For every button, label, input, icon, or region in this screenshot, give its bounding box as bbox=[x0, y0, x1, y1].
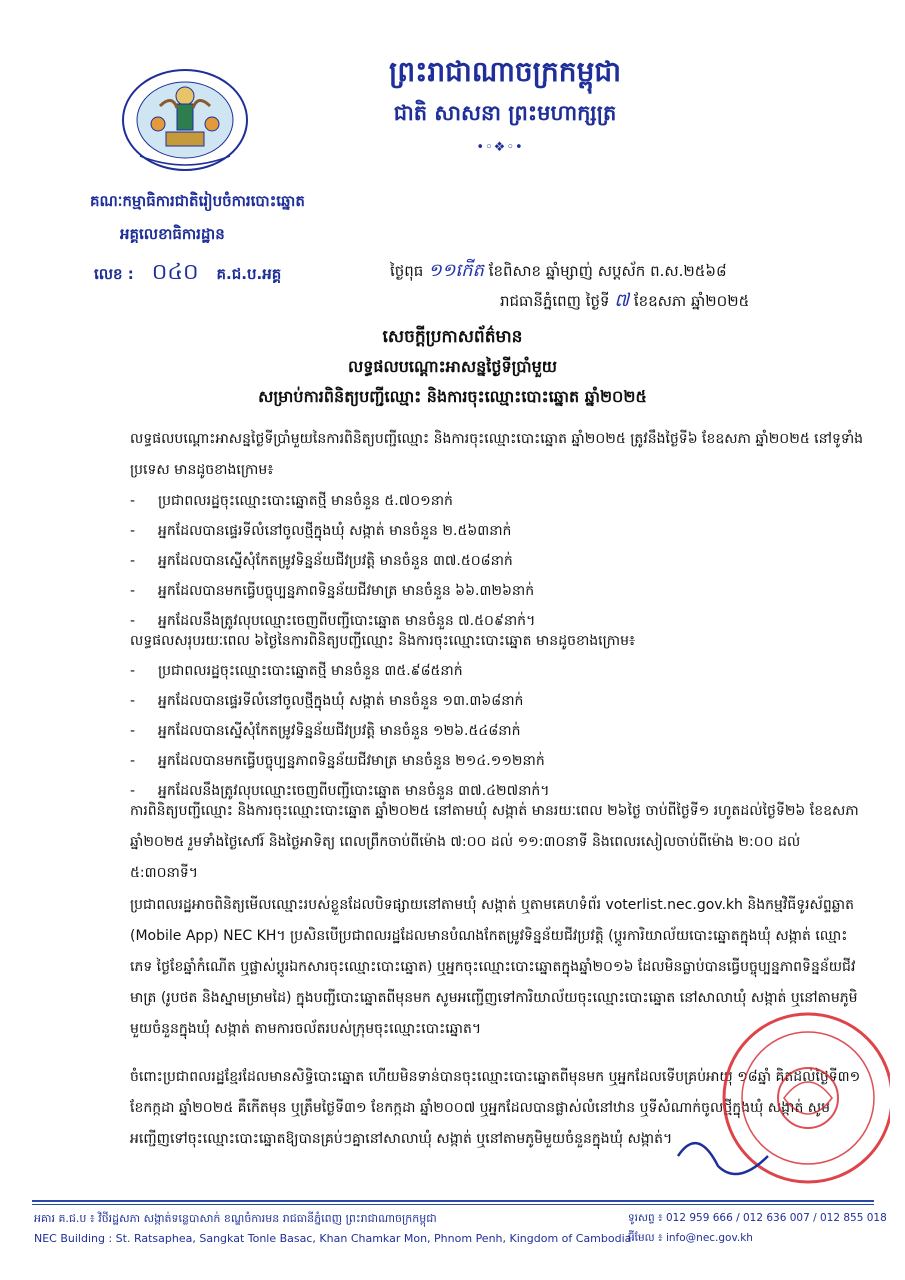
footer-email bbox=[628, 1232, 888, 1247]
list-item: - អ្នកដែលបានស្នើសុំកែតម្រូវទិន្នន័យជីវប្រវត្តិ មានចំនួន ១២៦.៥៤៨នាក់ bbox=[130, 723, 521, 739]
reference-number: ០៤០ bbox=[151, 260, 199, 285]
list-item: - ប្រជាពលរដ្ឋចុះឈ្មោះបោះឆ្នោតថ្មី មានចំនួន ៣៥.៩៨៥នាក់ bbox=[130, 663, 463, 679]
document-title: សេចក្តីប្រកាសព័ត៌មាន bbox=[382, 327, 523, 347]
phone-numbers: 012 959 666 / 012 636 007 / 012 855 018 bbox=[665, 1212, 887, 1224]
reference-code: គ.ជ.ប.អគ្គ bbox=[216, 265, 282, 283]
footer-divider bbox=[32, 1200, 874, 1202]
document-subtitle-1: លទ្ធផលបណ្តោះអាសន្នថ្ងៃទីប្រាំមួយ bbox=[347, 357, 558, 376]
lunar-date-prefix: ថ្ងៃពុធ bbox=[390, 262, 424, 280]
department-name: អគ្គលេខាធិការដ្ឋាន bbox=[120, 225, 225, 243]
lunar-date-rest: ខែពិសាខ ឆ្នាំម្សាញ់ សប្តស័ក ព.ស.២៥៦៨ bbox=[488, 262, 727, 280]
list-item: - អ្នកដែលបានមកធ្វើបច្ចុប្បន្នភាពទិន្នន័យជីវមាត្រ មានចំនួន ៦៦.៣២៦នាក់ bbox=[130, 583, 535, 599]
list-item: - ប្រជាពលរដ្ឋចុះឈ្មោះបោះឆ្នោតថ្មី មានចំនួន ៥.៧០១នាក់ bbox=[130, 493, 453, 509]
lunar-date-day: ១១កើត bbox=[428, 260, 484, 281]
footer-address-kh: អគារ គ.ជ.ប ៖ វិថីរដ្ឋសភា សង្កាត់ទន្លេបាសាក់ ខណ្ឌចំការមន រាជធានីភ្នំពេញ ព្រះរាជាណាចក្រកម្ពុជា bbox=[34, 1212, 437, 1225]
place-date-rest: ខែឧសភា ឆ្នាំ២០២៥ bbox=[633, 292, 750, 310]
document-subtitle-2: សម្រាប់ការពិនិត្យបញ្ជីឈ្មោះ និងការចុះឈ្មោះបោះឆ្នោត ឆ្នាំ២០២៥ bbox=[258, 387, 647, 406]
intro-paragraph-2: លទ្ធផលសរុបរយៈពេល ៦ថ្ងៃនៃការពិនិត្យបញ្ជីឈ្មោះ និងការចុះឈ្មោះបោះឆ្នោត មានដូចខាងក្រោម៖ bbox=[130, 633, 636, 649]
instructions-paragraph: ប្រជាពលរដ្ឋអាចពិនិត្យមើលឈ្មោះរបស់ខ្លួនដែលបិទផ្សាយនៅតាមឃុំ សង្កាត់ ឬតាមគេហទំព័រ voterlist.nec.gov.kh និងកម្មវិធីទូរស័ព្ទឆ្លាត (Mobile App) NEC KH។ ប្រសិនបើប្រជាពលរដ្ឋដែលមានបំណងកែតម្រូវទិន្នន័យជីវប្រវត្តិ (ប្តូរការិយាល័យបោះឆ្នោតក្នុងឃុំ សង្កាត់ ឈ្មោះ ភេទ ថ្ងៃខែឆ្នាំកំណើត ឬផ្លាស់ប្តូរឯកសារចុះឈ្មោះបោះឆ្នោត) ឬអ្នកចុះឈ្មោះបោះឆ្នោតក្នុងឆ្នាំ២០១៦ ដែលមិនធ្លាប់បានធ្វើបច្ចុប្បន្នភាពទិន្នន័យជីវមាត្រ (រូបថត និងស្នាមម្រាមដៃ) ក្នុងបញ្ជីបោះឆ្នោតពីមុនមក សូមអញ្ជើញទៅការិយាល័យចុះឈ្មោះបោះឆ្នោត នៅសាលាឃុំ សង្កាត់ ឬនៅតាមភូមិមួយចំនួនក្នុងឃុំ សង្កាត់ តាមការចល័តរបស់ក្រុមចុះឈ្មោះបោះឆ្នោត។ bbox=[130, 897, 858, 1037]
footer-phone bbox=[628, 1212, 888, 1227]
schedule-paragraph: ការពិនិត្យបញ្ជីឈ្មោះ និងការចុះឈ្មោះបោះឆ្នោត ឆ្នាំ២០២៥ នៅតាមឃុំ សង្កាត់ មានរយៈពេល ២៦ថ្ងៃ ចាប់ពីថ្ងៃទី១ រហូតដល់ថ្ងៃទី២៦ ខែឧសភា ឆ្នាំ២០២៥ រួមទាំងថ្ងៃសៅរ៍ និងថ្ងៃអាទិត្យ ពេលព្រឹកចាប់ពីម៉ោង ៧:០០ ដល់ ១១:៣០នាទី និងពេលរសៀលចាប់ពីម៉ោង ២:០០ ដល់ ៥:៣០នាទី។ bbox=[130, 803, 859, 881]
email-label: អ៊ីមែល ៖ bbox=[628, 1232, 663, 1244]
phone-label: ទូរសព្ទ ៖ bbox=[628, 1212, 663, 1224]
reference-line bbox=[94, 258, 344, 290]
cumulative-results-list bbox=[130, 656, 865, 806]
reference-label: លេខ : bbox=[94, 265, 134, 283]
organization-name: គណៈកម្មាធិការជាតិរៀបចំការបោះឆ្នោត bbox=[90, 192, 305, 210]
kingdom-title: ព្រះរាជាណាចក្រកម្ពុជា bbox=[388, 55, 621, 88]
list-item: - អ្នកដែលនឹងត្រូវលុបឈ្មោះចេញពីបញ្ជីបោះឆ្នោត មានចំនួន ៣៧.៤២៧នាក់។ bbox=[130, 783, 550, 799]
lunar-date bbox=[390, 258, 860, 285]
footer-address-en: NEC Building : St. Ratsaphea, Sangkat Tonle Basac, Khan Chamkar Mon, Phnom Penh, Kingdom of Cambodia bbox=[34, 1232, 632, 1245]
list-item: - អ្នកដែលបានមកធ្វើបច្ចុប្បន្នភាពទិន្នន័យជីវមាត្រ មានចំនួន ២១៤.១១២នាក់ bbox=[130, 753, 545, 769]
gregorian-date bbox=[500, 288, 860, 315]
official-stamp bbox=[658, 1006, 890, 1196]
list-item: - អ្នកដែលបានផ្ទេរទីលំនៅចូលថ្មីក្នុងឃុំ សង្កាត់ មានចំនួន ១៣.៣៦៨នាក់ bbox=[130, 693, 524, 709]
date-day: ៧ bbox=[614, 290, 630, 311]
footer-divider-thin bbox=[32, 1204, 874, 1205]
list-item: - អ្នកដែលបានស្នើសុំកែតម្រូវទិន្នន័យជីវប្រវត្តិ មានចំនួន ៣៧.៥០៨នាក់ bbox=[130, 553, 513, 569]
eligibility-paragraph: ចំពោះប្រជាពលរដ្ឋខ្មែរដែលមានសិទ្ធិបោះឆ្នោត ហើយមិនទាន់បានចុះឈ្មោះបោះឆ្នោតពីមុនមក ឬអ្នកដែលទើបគ្រប់អាយុ ១៨ឆ្នាំ គិតដល់ថ្ងៃទី៣១ ខែកក្កដា ឆ្នាំ២០២៥ គឺកើតមុន ឬត្រឹមថ្ងៃទី៣១ ខែកក្កដា ឆ្នាំ២០០៧ ឬអ្នកដែលបានផ្លាស់លំនៅឋាន ឬទីសំណាក់ចូលថ្មីក្នុងឃុំ សង្កាត់ សូមអញ្ជើញទៅចុះឈ្មោះបោះឆ្នោតឱ្យបានគ្រប់ៗគ្នានៅសាលាឃុំ សង្កាត់ ឬនៅតាមភូមិមួយចំនួនក្នុងឃុំ សង្កាត់។ bbox=[130, 1069, 861, 1147]
place-date-prefix: រាជធានីភ្នំពេញ ថ្ងៃទី bbox=[500, 292, 610, 310]
list-item: - អ្នកដែលបានផ្ទេរទីលំនៅចូលថ្មីក្នុងឃុំ សង្កាត់ មានចំនួន ២.៥៦៣នាក់ bbox=[130, 523, 512, 539]
daily-results-list bbox=[130, 486, 865, 636]
nec-emblem-logo bbox=[120, 66, 250, 174]
email-address[interactable]: info@nec.gov.kh bbox=[665, 1232, 753, 1244]
intro-paragraph-1: លទ្ធផលបណ្តោះអាសន្នថ្ងៃទីប្រាំមួយនៃការពិនិត្យបញ្ជីឈ្មោះ និងការចុះឈ្មោះបោះឆ្នោត ឆ្នាំ២០២៥ ត្រូវនឹងថ្ងៃទី៦ ខែឧសភា ឆ្នាំ២០២៥ នៅទូទាំងប្រទេស មានដូចខាងក្រោម៖ bbox=[130, 431, 864, 478]
national-motto: ជាតិ សាសនា ព្រះមហាក្សត្រ bbox=[393, 101, 617, 125]
list-item: - អ្នកដែលនឹងត្រូវលុបឈ្មោះចេញពីបញ្ជីបោះឆ្នោត មានចំនួន ៧.៥០៩នាក់។ bbox=[130, 613, 536, 629]
ornament-divider: •◦❖◦• bbox=[476, 140, 524, 155]
